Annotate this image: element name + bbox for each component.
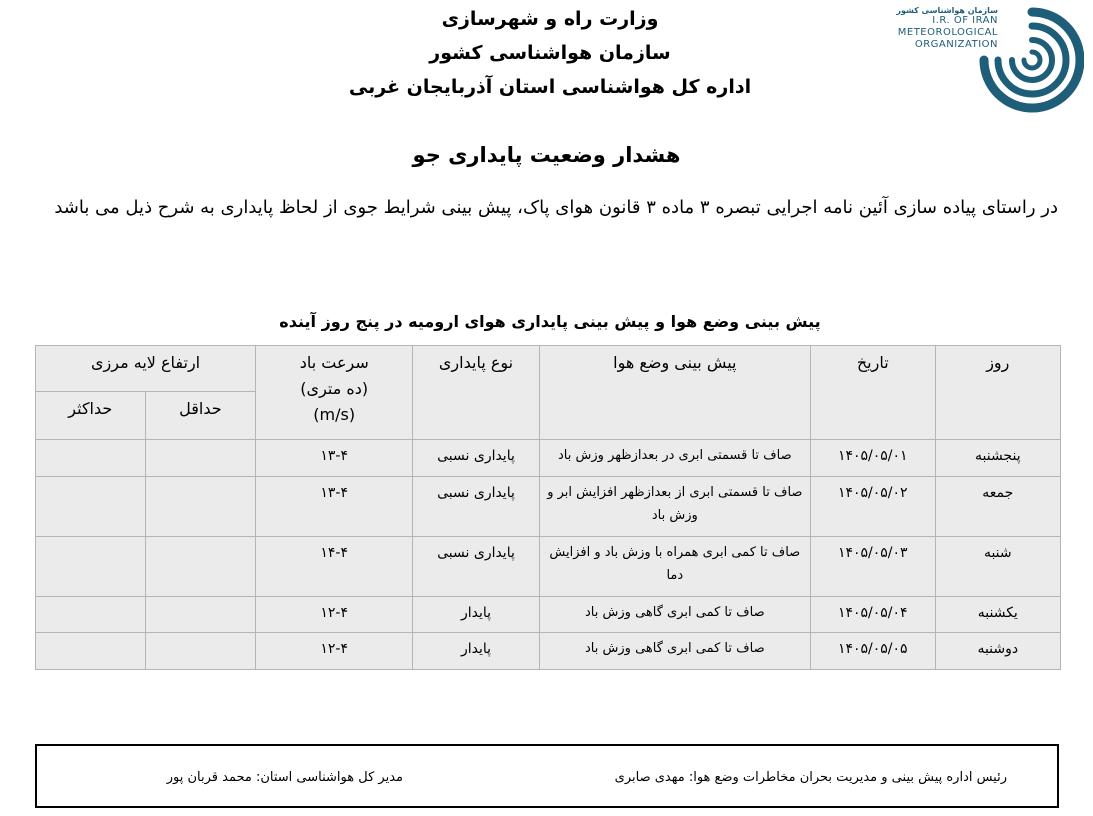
table-row <box>36 477 1061 537</box>
department-name: اداره کل هواشناسی استان آذربایجان غربی <box>348 76 752 98</box>
header-stability: نوع پایداری <box>413 346 539 440</box>
cell-max <box>36 440 146 477</box>
table-row <box>36 537 1061 597</box>
cell-date: ۱۴۰۵/۰۵/۰۲ <box>810 477 935 537</box>
cell-stability: پایدار <box>413 633 539 670</box>
cell-max <box>36 597 146 633</box>
cell-forecast: صاف تا کمی ابری گاهی وزش باد <box>539 597 810 633</box>
header-max: حداکثر <box>36 392 146 440</box>
cell-wind: ۱۳-۴ <box>256 477 413 537</box>
logo-english-line-2: METEOROLOGICAL <box>897 27 998 38</box>
logo-english-line-1: I.R. OF IRAN <box>932 15 998 26</box>
director-signature: مدیر کل هواشناسی استان: محمد قربان پور <box>166 770 403 785</box>
cell-day: یکشنبه <box>935 597 1060 633</box>
document-title: هشدار وضعیت پایداری جو <box>412 143 681 167</box>
cell-max <box>36 477 146 537</box>
spiral-logo-icon <box>944 4 1084 114</box>
table-title: پیش بینی وضع هوا و پیش بینی پایداری هوای ارومیه در پنج روز آینده <box>279 312 821 331</box>
logo-english-line-3: ORGANIZATION <box>914 39 998 50</box>
header-wind-line-2: (ده متری) <box>300 379 369 398</box>
ministry-name: وزارت راه و شهرسازی <box>441 8 659 30</box>
cell-wind: ۱۴-۴ <box>256 537 413 597</box>
header-wind-line-1: سرعت باد <box>299 353 369 372</box>
header-forecast: پیش بینی وضع هوا <box>539 346 810 440</box>
cell-day: پنجشنبه <box>935 440 1060 477</box>
cell-date: ۱۴۰۵/۰۵/۰۳ <box>810 537 935 597</box>
organization-header <box>340 2 760 104</box>
cell-stability: پایداری نسبی <box>413 440 539 477</box>
header-boundary-layer: ارتفاع لایه مرزی <box>36 346 256 392</box>
cell-date: ۱۴۰۵/۰۵/۰۴ <box>810 597 935 633</box>
cell-min <box>145 537 256 597</box>
cell-min <box>145 440 256 477</box>
header-date: تاریخ <box>810 346 935 440</box>
cell-day: شنبه <box>935 537 1060 597</box>
cell-wind: ۱۳-۴ <box>256 440 413 477</box>
cell-day: جمعه <box>935 477 1060 537</box>
cell-min <box>145 597 256 633</box>
forecast-head-signature: رئیس اداره پیش بینی و مدیریت بحران مخاطرات وضع هوا: مهدی صابری <box>614 770 1007 785</box>
table-row <box>36 633 1061 670</box>
header-wind-line-3: (m/s) <box>313 405 356 424</box>
cell-stability: پایداری نسبی <box>413 477 539 537</box>
cell-min <box>145 633 256 670</box>
logo-persian-text: سازمان هواشناسی کشور <box>896 6 998 15</box>
cell-wind: ۱۲-۴ <box>256 597 413 633</box>
meteorological-organization-logo <box>886 2 1086 114</box>
cell-date: ۱۴۰۵/۰۵/۰۵ <box>810 633 935 670</box>
header-min: حداقل <box>145 392 256 440</box>
table-row <box>36 597 1061 633</box>
cell-stability: پایداری نسبی <box>413 537 539 597</box>
cell-forecast: صاف تا کمی ابری همراه با وزش باد و افزایش دما <box>539 537 810 597</box>
cell-day: دوشنبه <box>935 633 1060 670</box>
forecast-table <box>35 345 1061 670</box>
signature-box <box>35 744 1059 808</box>
cell-max <box>36 633 146 670</box>
cell-forecast: صاف تا قسمتی ابری در بعدازظهر وزش باد <box>539 440 810 477</box>
cell-date: ۱۴۰۵/۰۵/۰۱ <box>810 440 935 477</box>
organization-name: سازمان هواشناسی کشور <box>429 42 671 64</box>
cell-forecast: صاف تا قسمتی ابری از بعدازظهر افزایش ابر و وزش باد <box>539 477 810 537</box>
header-day: روز <box>935 346 1060 440</box>
table-row <box>36 440 1061 477</box>
cell-stability: پایدار <box>413 597 539 633</box>
cell-max <box>36 537 146 597</box>
intro-paragraph: در راستای پیاده سازی آئین نامه اجرایی تبصره ۳ ماده ۳ قانون هوای پاک، پیش بینی شرایط جوی از لحاظ پایداری به شرح ذیل می باشد <box>54 197 1058 218</box>
cell-wind: ۱۲-۴ <box>256 633 413 670</box>
cell-min <box>145 477 256 537</box>
cell-forecast: صاف تا کمی ابری گاهی وزش باد <box>539 633 810 670</box>
header-wind-speed <box>256 346 413 440</box>
